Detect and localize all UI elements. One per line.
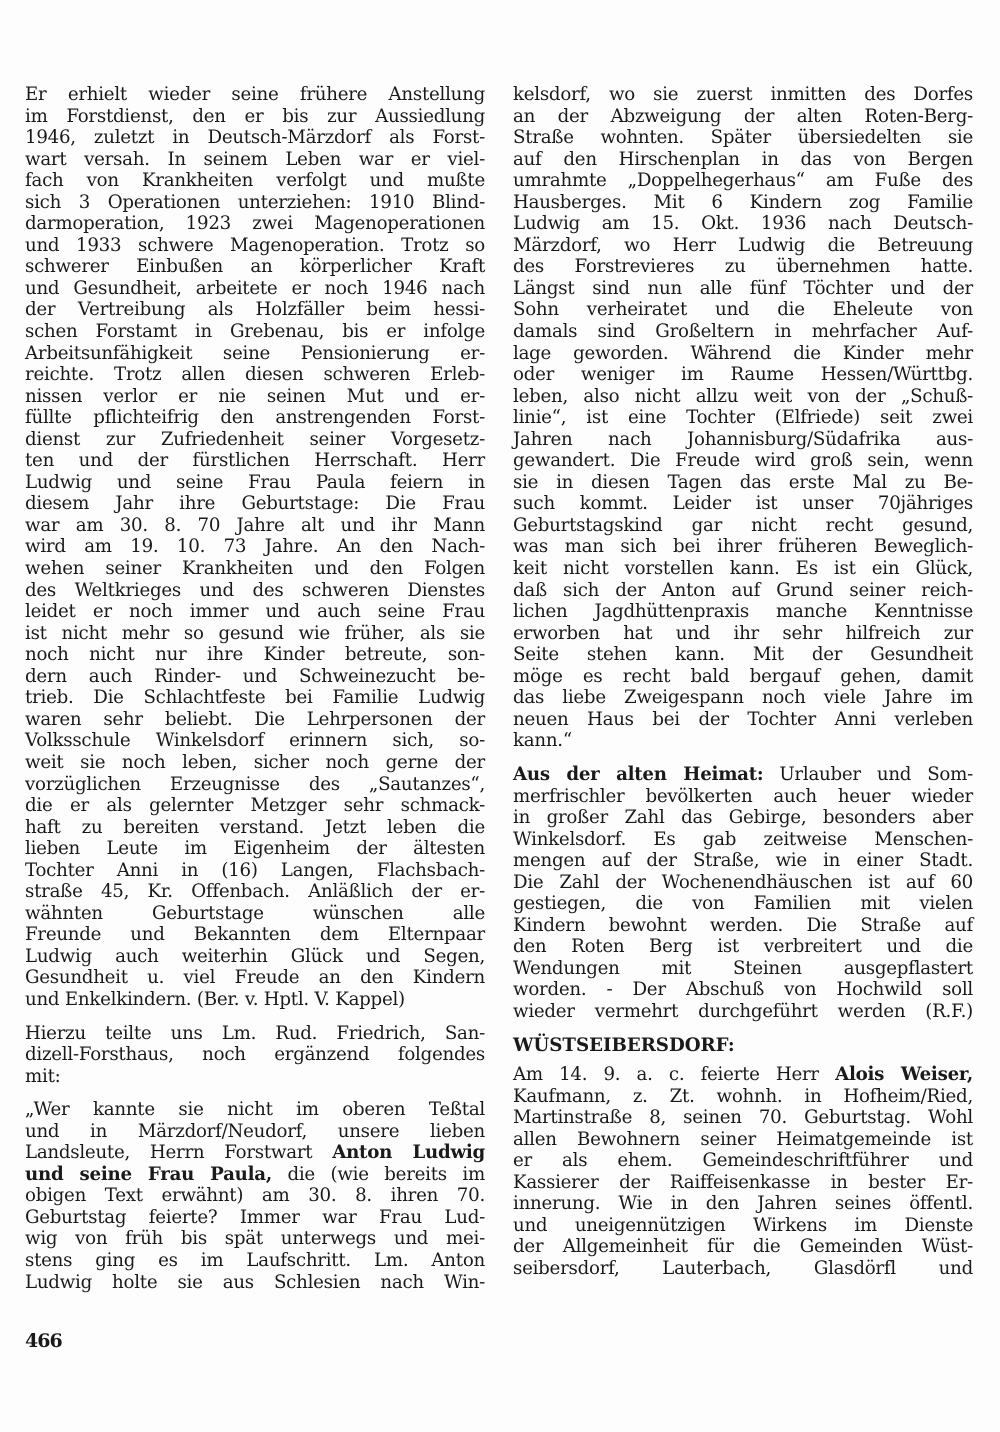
text-line: füllte pflichteifrig den anstrengenden Forst-: [25, 407, 485, 429]
text-line: seibersdorf, Lauterbach, Glasdörfl und: [513, 1257, 973, 1279]
text-line: leidet er noch immer und auch seine Frau: [25, 601, 485, 623]
text-line: was man sich bei ihrer früheren Beweglich-: [513, 536, 973, 558]
text-line: der Vertreibung als Holzfäller beim hessi-: [25, 299, 485, 321]
text-line: [513, 764, 973, 786]
text-line: der Allgemeinheit für die Gemeinden Wüst-: [513, 1236, 973, 1258]
text-line: ist nicht mehr so gesund wie früher, als sie: [25, 622, 485, 644]
text-line: dizell-Forsthaus, noch ergänzend folgendes: [25, 1044, 485, 1066]
paragraph-quote: [25, 1099, 485, 1293]
text-line: lieben Leute im Eigenheim der ältesten: [25, 838, 485, 860]
bold-name-anton-ludwig: Anton Ludwig: [332, 1142, 486, 1164]
text-line: Volksschule Winkelsdorf erinnern sich, so-: [25, 730, 485, 752]
text-line: wart versah. In seinem Leben war er viel-: [25, 148, 485, 170]
text-line: noch nicht nur ihre Kinder betreute, son-: [25, 644, 485, 666]
text-line: 1946, zuletzt in Deutsch-Märzdorf als Forst-: [25, 127, 485, 149]
text-line: „Wer kannte sie nicht im oberen Teßtal: [25, 1099, 485, 1121]
text-line: Ludwig und seine Frau Paula feiern in: [25, 471, 485, 493]
text-line: weit sie noch leben, sicher noch gerne der: [25, 751, 485, 773]
text-line: Sohn verheiratet und die Eheleute von: [513, 299, 973, 321]
text-line: straße 45, Kr. Offenbach. Anläßlich der er-: [25, 881, 485, 903]
text-line: [513, 1064, 973, 1086]
text-line: Längst sind nun alle fünf Töchter und der: [513, 277, 973, 299]
text-line: Freunde und Bekannten dem Elternpaar: [25, 924, 485, 946]
text-line: dienst zur Zufriedenheit seiner Vorgesetz-: [25, 428, 485, 450]
text-line: wähnten Geburtstage wünschen alle: [25, 902, 485, 924]
text-line: oder weniger im Raume Hessen/Württbg.: [513, 364, 973, 386]
text-line: darmoperation, 1923 zwei Magenoperationen: [25, 213, 485, 235]
text-line: des Forstrevieres zu übernehmen hatte.: [513, 256, 973, 278]
paragraph-ludwig-continued: [513, 84, 973, 752]
text-line: kelsdorf, wo sie zuerst inmitten des Dorfes: [513, 84, 973, 105]
text-line: Ludwig am 15. Okt. 1936 nach Deutsch-: [513, 213, 973, 235]
text-line: reichte. Trotz allen diesen schweren Erleb-: [25, 364, 485, 386]
paragraph-aus-der-alten-heimat: [513, 764, 973, 1023]
text-line: das liebe Zweigespann noch viele Jahre im: [513, 687, 973, 709]
text-line: Kaufmann, z. Zt. wohnh. in Hofheim/Ried,: [513, 1085, 973, 1107]
text-line: worden. - Der Abschuß von Hochwild soll: [513, 979, 973, 1001]
paragraph-friedrich-intro: [25, 1023, 485, 1088]
text-line: fach von Krankheiten verfolgt und mußte: [25, 170, 485, 192]
text-line: schen Forstamt in Grebenau, bis er infolge: [25, 321, 485, 343]
text-line: haft zu bereiten verstand. Jetzt leben die: [25, 816, 485, 838]
text-line: Hausberges. Mit 6 Kindern zog Familie: [513, 191, 973, 213]
text-line: wird am 19. 10. 73 Jahre. An den Nach-: [25, 536, 485, 558]
text-line: Hierzu teilte uns Lm. Rud. Friedrich, San-: [25, 1022, 485, 1044]
text-line: stens ging es im Laufschritt. Lm. Anton: [25, 1249, 485, 1271]
text-line: vorzüglichen Erzeugnisse des „Sautanzes“,: [25, 773, 485, 795]
text-line: und Gesundheit, arbeitete er noch 1946 nach: [25, 277, 485, 299]
text-run: Urlauber und Som-: [763, 763, 973, 785]
text-line: neuen Haus bei der Tochter Anni verleben: [513, 708, 973, 730]
text-line: nissen verlor er nie seinen Mut und er-: [25, 385, 485, 407]
text-line: wehen seiner Krankheiten und den Folgen: [25, 558, 485, 580]
text-line: umrahmte „Doppelhegerhaus“ am Fuße des: [513, 170, 973, 192]
text-line: Straße wohnten. Später übersiedelten sie: [513, 127, 973, 149]
text-line: merfrischler bevölkerten auch heuer wieder: [513, 785, 973, 807]
bold-name-frau-paula: und seine Frau Paula,: [25, 1163, 272, 1185]
page-number: 466: [25, 1330, 62, 1352]
text-line: war am 30. 8. 70 Jahre alt und ihr Mann: [25, 514, 485, 536]
text-line: Geburtstagskind gar nicht recht gesund,: [513, 514, 973, 536]
right-column: [513, 84, 973, 1280]
text-line: möge es recht bald bergauf gehen, damit: [513, 665, 973, 687]
text-line: daß sich der Anton auf Grund seiner reich-: [513, 579, 973, 601]
text-line: Jahren nach Johannisburg/Südafrika aus-: [513, 428, 973, 450]
text-line: obigen Text erwähnt) am 30. 8. ihren 70.: [25, 1185, 485, 1207]
text-line: Martinstraße 8, seinen 70. Geburtstag. Wohl: [513, 1107, 973, 1129]
text-line: und Enkelkindern. (Ber. v. Hptl. V. Kappel): [25, 988, 405, 1010]
section-heading-wuestseibersdorf: WÜSTSEIBERSDORF:: [513, 1034, 735, 1056]
text-line: keit nicht vorstellen kann. Es ist ein Glück,: [513, 558, 973, 580]
text-line: damals sind Großeltern in mehrfacher Auf-: [513, 321, 973, 343]
paragraph-alois-weiser: [513, 1064, 973, 1279]
text-line: die er als gelernter Metzger sehr schmack-: [25, 795, 485, 817]
text-line: dern auch Rinder- und Schweinezucht be-: [25, 665, 485, 687]
text-line: innerung. Wie in den Jahren seines öffentl.: [513, 1193, 973, 1215]
text-line: [25, 1142, 485, 1164]
text-line: gestiegen, die von Familien mit vielen: [513, 893, 973, 915]
text-line: im Forstdienst, den er bis zur Aussiedlung: [25, 105, 485, 127]
text-line: trieb. Die Schlachtfeste bei Familie Ludwig: [25, 687, 485, 709]
text-line: such kommt. Leider ist unser 70jähriges: [513, 493, 973, 515]
text-line: ten und der fürstlichen Herrschaft. Herr: [25, 450, 485, 472]
text-line: sich 3 Operationen unterziehen: 1910 Blind-: [25, 191, 485, 213]
text-line: kann.“: [513, 730, 572, 752]
left-column: [25, 84, 485, 1293]
text-line: Geburtstag feierte? Immer war Frau Lud-: [25, 1206, 485, 1228]
paragraph-ludwig-biography: [25, 84, 485, 1011]
text-line: Wendungen mit Steinen ausgepflastert: [513, 957, 973, 979]
text-line: waren sehr beliebt. Die Lehrpersonen der: [25, 708, 485, 730]
text-line: den Roten Berg ist verbreitert und die: [513, 936, 973, 958]
text-line: erworben hat und ihr sehr hilfreich zur: [513, 622, 973, 644]
text-line: leben, also nicht allzu weit von der „Schuß-: [513, 385, 973, 407]
text-line: auf den Hirschenplan in das von Bergen: [513, 148, 973, 170]
text-line: allen Bewohnern seiner Heimatgemeinde ist: [513, 1128, 973, 1150]
text-line: Arbeitsunfähigkeit seine Pensionierung er-: [25, 342, 485, 364]
text-line: lichen Jagdhüttenpraxis manche Kenntnisse: [513, 601, 973, 623]
text-line: Winkelsdorf. Es gab zeitweise Menschen-: [513, 828, 973, 850]
text-line: wieder vermehrt durchgeführt werden (R.F.): [513, 1000, 973, 1022]
text-line: Kindern bewohnt werden. Die Straße auf: [513, 914, 973, 936]
text-line: Er erhielt wieder seine frühere Anstellung: [25, 84, 485, 105]
text-line: schwerer Einbußen an körperlicher Kraft: [25, 256, 485, 278]
text-line: an der Abzweigung der alten Roten-Berg-: [513, 105, 973, 127]
text-run: die (wie bereits im: [271, 1163, 485, 1185]
text-line: gewandert. Die Freude wird groß sein, wenn: [513, 450, 973, 472]
text-line: mengen auf der Straße, wie in einer Stadt.: [513, 850, 973, 872]
text-run: Am 14. 9. a. c. feierte Herr: [513, 1064, 836, 1086]
text-line: Tochter Anni in (16) Langen, Flachsbach-: [25, 859, 485, 881]
text-line: des Weltkrieges und des schweren Dienstes: [25, 579, 485, 601]
text-line: wig von früh bis spät unterwegs und mei-: [25, 1228, 485, 1250]
text-line: und in Märzdorf/Neudorf, unsere lieben: [25, 1120, 485, 1142]
text-run: Landsleute, Herrn Forstwart: [25, 1142, 333, 1164]
text-line: diesem Jahr ihre Geburtstage: Die Frau: [25, 493, 485, 515]
text-line: sie in diesen Tagen das erste Mal zu Be-: [513, 471, 973, 493]
text-line: in großer Zahl das Gebirge, besonders aber: [513, 807, 973, 829]
text-line: linie“, ist eine Tochter (Elfriede) seit zwei: [513, 407, 973, 429]
text-line: Seite stehen kann. Mit der Gesundheit: [513, 644, 973, 666]
bold-lead-aus-der-alten-heimat: Aus der alten Heimat:: [513, 763, 764, 785]
text-line: und 1933 schwere Magenoperation. Trotz so: [25, 234, 485, 256]
text-line: Kassierer der Raiffeisenkasse in bester Er-: [513, 1171, 973, 1193]
text-line: Die Zahl der Wochenendhäuschen ist auf 60: [513, 871, 973, 893]
text-line: [25, 1164, 485, 1186]
text-line: Märzdorf, wo Herr Ludwig die Betreuung: [513, 234, 973, 256]
text-line: Ludwig auch weiterhin Glück und Segen,: [25, 945, 485, 967]
text-line: lage geworden. Während die Kinder mehr: [513, 342, 973, 364]
text-line: und uneigennützigen Wirkens im Dienste: [513, 1214, 973, 1236]
text-line: Ludwig holte sie aus Schlesien nach Win-: [25, 1271, 485, 1293]
bold-name-alois-weiser: Alois Weiser,: [835, 1064, 973, 1086]
text-line: er als ehem. Gemeindeschriftführer und: [513, 1150, 973, 1172]
text-line: Gesundheit u. viel Freude an den Kindern: [25, 967, 485, 989]
text-line: mit:: [25, 1065, 61, 1087]
